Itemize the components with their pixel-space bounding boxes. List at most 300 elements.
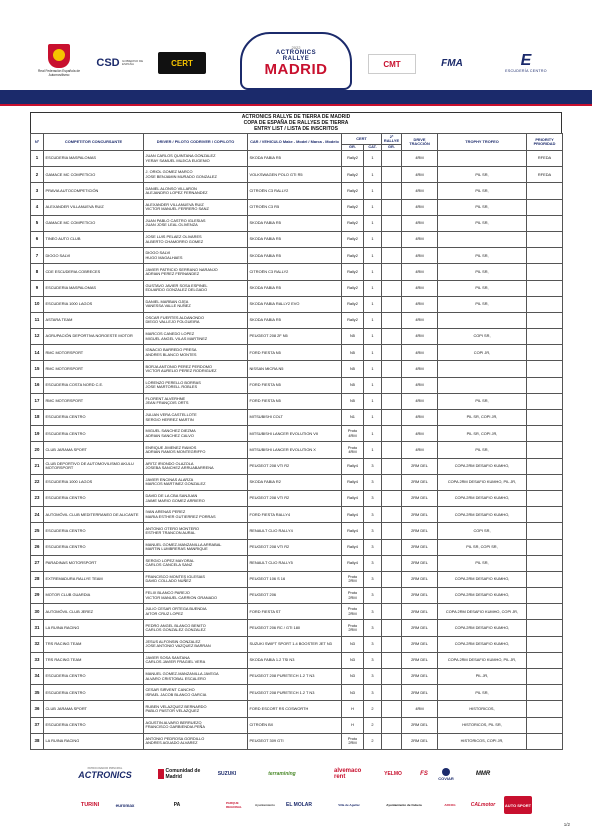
cell-drive: 4RM bbox=[402, 248, 438, 264]
cell-trophy: PIL SR, bbox=[438, 183, 527, 199]
cell-competitor: MOTOR CLUB GUARDIA bbox=[44, 588, 144, 604]
cell-drive: 4RM bbox=[402, 393, 438, 409]
cell-trophy: COPA 2RM DESAFIO KUMHO, PIL JR, bbox=[438, 652, 527, 668]
driver-name: DAVID DE LA CBA SANJUAN bbox=[145, 493, 198, 499]
cell-group: N5 bbox=[342, 393, 364, 409]
villa-logo: Villa de Agañar bbox=[338, 803, 360, 807]
codriver-name: YERAY SAMUEL MUJICA EUGENIO bbox=[145, 157, 210, 163]
cell-number: 8 bbox=[31, 264, 44, 280]
cell-competitor: ESCUDERIA CENTRO bbox=[44, 717, 144, 733]
cell-group: Rally4 bbox=[342, 523, 364, 539]
cell-number: 36 bbox=[31, 701, 44, 717]
cell-competitor: DIOGO SALVI bbox=[44, 248, 144, 264]
cell-drivers bbox=[144, 669, 248, 685]
table-row bbox=[31, 329, 563, 345]
driver-name: JUAN PABLO CASTRO IGLESIAS bbox=[145, 217, 206, 223]
cell-competitor: ESCUDERIA CENTRO bbox=[44, 426, 144, 442]
cell-trophy: COPA 2RM DESAFIO KUMHO, bbox=[438, 458, 527, 474]
table-row bbox=[31, 248, 563, 264]
codriver-name: ADRIAN SANCHEZ CALVO bbox=[145, 432, 194, 438]
cell-category: 3 bbox=[364, 490, 382, 506]
cell-competitor: LA RUINA RACING bbox=[44, 733, 144, 749]
cell-group-2 bbox=[382, 345, 402, 361]
cell-car: FORD FIESTA N5 bbox=[248, 377, 342, 393]
cell-priority bbox=[527, 717, 563, 733]
cell-group-2 bbox=[382, 652, 402, 668]
cell-car: SKODA FABIA R5 bbox=[248, 280, 342, 296]
parque-regional-logo: PARQUE REGIONAL bbox=[226, 801, 242, 809]
gobierno-logo: GOBIERNO DE ESPAÑA bbox=[122, 58, 144, 66]
cell-drive: 2RM DEL bbox=[402, 685, 438, 701]
table-row bbox=[31, 604, 563, 620]
cell-number: 24 bbox=[31, 507, 44, 523]
cell-number: 34 bbox=[31, 669, 44, 685]
cell-group-2 bbox=[382, 426, 402, 442]
cell-group-2 bbox=[382, 199, 402, 215]
cell-trophy: COPA 2RM DESAFIO KUMHO, bbox=[438, 571, 527, 587]
cell-competitor: CLUB JARAMA SPORT bbox=[44, 442, 144, 458]
csd-logo: CSD bbox=[96, 57, 120, 69]
cell-group-2 bbox=[382, 669, 402, 685]
driver-name: JAVIER ENCINAS ALARZA bbox=[145, 476, 194, 482]
cell-competitor: PRAVIA AUTOCOMPETICIÓN bbox=[44, 183, 144, 199]
codriver-name: AITOR CRUZ LOPEZ bbox=[145, 610, 184, 616]
cell-priority: RFEDA bbox=[527, 167, 563, 183]
cell-category: 2 bbox=[364, 717, 382, 733]
cell-trophy: PIL SR, bbox=[438, 393, 527, 409]
cell-trophy bbox=[438, 361, 527, 377]
main-logo-line1: ACTRONICS bbox=[275, 50, 317, 56]
driver-name: ANTONIO OTERO MONTERO bbox=[145, 525, 200, 531]
table-row bbox=[31, 215, 563, 231]
driver-name: JUAN CARLOS QUINTANA GONZALEZ bbox=[145, 153, 216, 159]
cell-group: N3 bbox=[342, 669, 364, 685]
driver-name: BORJA ANTONIO PEREZ PERDOMO bbox=[145, 363, 213, 369]
col-header-competitor: COMPETITOR CONCURSANTE bbox=[44, 134, 144, 151]
cell-car: CITROËN C3 R5 bbox=[248, 199, 342, 215]
driver-name: JULIO CESAR ORTEGA BUENDIA bbox=[145, 606, 207, 612]
cell-car: PEUGEOT 106 S 16 bbox=[248, 571, 342, 587]
cell-trophy: PIL SR, bbox=[438, 296, 527, 312]
cell-priority bbox=[527, 685, 563, 701]
cell-group: N1 bbox=[342, 410, 364, 426]
cell-drivers bbox=[144, 426, 248, 442]
cell-number: 5 bbox=[31, 215, 44, 231]
cell-category: 3 bbox=[364, 652, 382, 668]
cell-trophy: PIL SR, bbox=[438, 215, 527, 231]
table-row bbox=[31, 231, 563, 247]
cell-priority bbox=[527, 669, 563, 685]
cell-group: N3 bbox=[342, 652, 364, 668]
cell-priority bbox=[527, 248, 563, 264]
cell-drive: 4RM bbox=[402, 361, 438, 377]
cell-category: 1 bbox=[364, 345, 382, 361]
arcog-logo: ARCOG bbox=[444, 803, 456, 807]
driver-name: CESAR SIRVENT CANCHO bbox=[145, 687, 195, 693]
codriver-name: ADRIAN PEREZ FERNANDEZ bbox=[145, 270, 200, 276]
cell-drivers bbox=[144, 620, 248, 636]
rfeda-crest-icon bbox=[48, 44, 70, 68]
cell-drivers bbox=[144, 183, 248, 199]
yelmo-logo: YELMO bbox=[384, 771, 402, 777]
cell-group: N5 bbox=[342, 329, 364, 345]
cell-priority bbox=[527, 312, 563, 328]
cell-priority bbox=[527, 264, 563, 280]
cell-category: 3 bbox=[364, 685, 382, 701]
cell-priority bbox=[527, 555, 563, 571]
cell-drive: 4RM bbox=[402, 231, 438, 247]
cell-drive: 2RM DEL bbox=[402, 717, 438, 733]
header-banner bbox=[0, 0, 592, 108]
comunidad-madrid-text: Comunidad de Madrid bbox=[165, 768, 201, 780]
cell-competitor: ESCUDERIA CENTRO bbox=[44, 490, 144, 506]
cell-competitor: ALEXANDER VILLANUEVA RUIZ bbox=[44, 199, 144, 215]
title-line-3: ENTRY LIST / LISTA DE INSCRITOS bbox=[254, 126, 338, 132]
cell-drive: 4RM bbox=[402, 264, 438, 280]
cell-category: 1 bbox=[364, 183, 382, 199]
cell-drive: 4RM bbox=[402, 329, 438, 345]
coviar-mark-icon bbox=[442, 768, 450, 776]
cell-car: NISSAN MICRA N5 bbox=[248, 361, 342, 377]
cell-trophy bbox=[438, 231, 527, 247]
cell-number: 19 bbox=[31, 426, 44, 442]
cell-drive: 2RM DEL bbox=[402, 523, 438, 539]
cell-drivers bbox=[144, 555, 248, 571]
col-header-rallye2: 2ª RALLYE bbox=[382, 134, 402, 145]
cell-competitor: ESCUDERIA MASPALOMAS bbox=[44, 151, 144, 167]
cell-group: N5 bbox=[342, 377, 364, 393]
cell-priority bbox=[527, 231, 563, 247]
codriver-name: ALVARO CRISTOBAL ESCALERO bbox=[145, 675, 206, 681]
cell-drive: 4RM bbox=[402, 280, 438, 296]
rfeda-text: Real Federación Española de Automovilismo bbox=[38, 69, 80, 77]
cell-trophy: PIL SR, bbox=[438, 264, 527, 280]
cell-car: PEUGEOT 208 VTI R2 bbox=[248, 458, 342, 474]
cell-category: 1 bbox=[364, 264, 382, 280]
cell-drivers bbox=[144, 652, 248, 668]
cell-drivers bbox=[144, 588, 248, 604]
col-header-no: Nº bbox=[31, 134, 44, 151]
cell-competitor: ESCUDERIA 1000 LAGOS bbox=[44, 296, 144, 312]
cell-group: Rally2 bbox=[342, 231, 364, 247]
cell-drive: 4RM bbox=[402, 410, 438, 426]
cell-number: 15 bbox=[31, 361, 44, 377]
cell-drive: 2RM DEL bbox=[402, 458, 438, 474]
cell-drive: 2RM DEL bbox=[402, 604, 438, 620]
cell-group: N3 bbox=[342, 636, 364, 652]
codriver-name: ISRAEL JACOB BLANCO GARCIA bbox=[145, 691, 207, 697]
mmr-logo: MMR bbox=[475, 771, 491, 777]
driver-name: DANIEL ALONSO VILLARON bbox=[145, 185, 197, 191]
madrid-flag-icon bbox=[158, 769, 164, 779]
cell-car: RENAULT CLIO RALLY4 bbox=[248, 523, 342, 539]
entry-list-document bbox=[30, 112, 562, 750]
turini-logo: TURINI bbox=[80, 802, 100, 808]
cell-category: 3 bbox=[364, 588, 382, 604]
cell-drivers bbox=[144, 490, 248, 506]
cell-category: 3 bbox=[364, 539, 382, 555]
cell-drivers bbox=[144, 345, 248, 361]
cell-car: PEUGEOT 208 2F N5 bbox=[248, 329, 342, 345]
cell-drivers bbox=[144, 296, 248, 312]
table-row bbox=[31, 523, 563, 539]
cell-drivers bbox=[144, 474, 248, 490]
cell-group: Rally4 bbox=[342, 507, 364, 523]
actronics-sponsor-logo bbox=[70, 764, 140, 782]
cell-car: SKODA FABIA R2 bbox=[248, 474, 342, 490]
cell-trophy: PIL SR, bbox=[438, 167, 527, 183]
cell-drivers bbox=[144, 167, 248, 183]
cell-trophy bbox=[438, 312, 527, 328]
codriver-name: JAIME MARIO GOMEZ ARRIERO bbox=[145, 497, 205, 503]
codriver-name: HUGO MAGALHAES bbox=[145, 254, 183, 260]
cell-competitor: RMC MOTORSPORT bbox=[44, 345, 144, 361]
cell-competitor: ESCUDERIA CENTRO bbox=[44, 685, 144, 701]
cell-drive: 2RM DEL bbox=[402, 620, 438, 636]
fma-logo: FMA bbox=[441, 57, 463, 69]
cell-group: H bbox=[342, 717, 364, 733]
cell-group: Rally2 bbox=[342, 264, 364, 280]
cell-drive: 4RM bbox=[402, 151, 438, 167]
cell-group-2 bbox=[382, 571, 402, 587]
cell-drivers bbox=[144, 199, 248, 215]
table-row bbox=[31, 669, 563, 685]
cell-category: 1 bbox=[364, 296, 382, 312]
table-row bbox=[31, 345, 563, 361]
cell-priority bbox=[527, 215, 563, 231]
cell-category: 1 bbox=[364, 312, 382, 328]
cell-drivers bbox=[144, 539, 248, 555]
table-row bbox=[31, 571, 563, 587]
cell-priority bbox=[527, 296, 563, 312]
cell-drive: 4RM bbox=[402, 377, 438, 393]
cell-competitor: RMC MOTORSPORT bbox=[44, 361, 144, 377]
cell-category: 1 bbox=[364, 393, 382, 409]
table-row bbox=[31, 588, 563, 604]
cell-priority bbox=[527, 426, 563, 442]
ayuntamiento-logo: Ayuntamiento bbox=[255, 803, 275, 807]
driver-name: PEDRO ANGEL BLANCO BENITO bbox=[145, 622, 206, 628]
cell-drive: 2RM DEL bbox=[402, 555, 438, 571]
cell-car: FORD ESCORT RS COSWORTH bbox=[248, 701, 342, 717]
cell-drive: 2RM DEL bbox=[402, 669, 438, 685]
cell-trophy: COPI JR, bbox=[438, 345, 527, 361]
cell-competitor: GAMACE MC COMPETICIO bbox=[44, 215, 144, 231]
suzuki-logo: SUZUKI bbox=[217, 771, 237, 777]
ec-mark: E bbox=[520, 52, 532, 69]
cell-competitor: PARADINAS MOTORSPORT bbox=[44, 555, 144, 571]
cell-trophy: PIL SR, bbox=[438, 280, 527, 296]
driver-name: DANIEL MARBAN OJEA bbox=[145, 298, 189, 304]
cell-number: 31 bbox=[31, 620, 44, 636]
cell-drivers bbox=[144, 361, 248, 377]
cell-group: Rally2 bbox=[342, 167, 364, 183]
cell-drive: 4RM bbox=[402, 296, 438, 312]
cell-group-2 bbox=[382, 442, 402, 458]
cell-trophy: HISTORICOS, COPI JR, bbox=[438, 733, 527, 749]
cell-number: 22 bbox=[31, 474, 44, 490]
cell-car: PEUGEOT 309 GTI bbox=[248, 733, 342, 749]
cell-category: 3 bbox=[364, 571, 382, 587]
table-row bbox=[31, 361, 563, 377]
driver-name: ANTONIO PEDROSA GORDILLO bbox=[145, 735, 205, 741]
cell-category: 1 bbox=[364, 329, 382, 345]
cell-category: 1 bbox=[364, 167, 382, 183]
codriver-name: JEAN FRANÇOIS ORTS bbox=[145, 400, 189, 406]
cell-trophy: COPA 2RM DESAFIO KUMHO, bbox=[438, 620, 527, 636]
cell-group: Rally2 bbox=[342, 199, 364, 215]
cell-number: 38 bbox=[31, 733, 44, 749]
rallye-madrid-logo bbox=[240, 32, 352, 90]
calmotor-logo: CALmotor bbox=[470, 802, 496, 808]
cell-car: SUZUKI SWIFT SPORT 1.4 BOOSTER JET N3 bbox=[248, 636, 342, 652]
cell-drive: 2RM DEL bbox=[402, 733, 438, 749]
cell-drive: 2RM DEL bbox=[402, 507, 438, 523]
cell-group-2 bbox=[382, 377, 402, 393]
driver-name: MARCOS CANEDO LOPEZ bbox=[145, 331, 195, 337]
cell-number: 4 bbox=[31, 199, 44, 215]
table-row bbox=[31, 296, 563, 312]
driver-name: JULIAN VERA CASTELLOTE bbox=[145, 412, 197, 418]
cell-priority bbox=[527, 410, 563, 426]
cell-trophy bbox=[438, 377, 527, 393]
cell-number: 33 bbox=[31, 652, 44, 668]
codriver-name: MIGUEL ANGEL VILAS MARTINEZ bbox=[145, 335, 208, 341]
cell-drivers bbox=[144, 151, 248, 167]
cell-drive: 4RM bbox=[402, 167, 438, 183]
cell-group: Proto 2RM bbox=[342, 620, 364, 636]
cell-priority bbox=[527, 183, 563, 199]
cell-category: 1 bbox=[364, 231, 382, 247]
cell-car: CITROËN C3 RALLY2 bbox=[248, 264, 342, 280]
table-row bbox=[31, 539, 563, 555]
cell-competitor: ESCUDERIA CENTRO bbox=[44, 523, 144, 539]
cell-category: 3 bbox=[364, 620, 382, 636]
cell-number: 23 bbox=[31, 490, 44, 506]
cell-trophy: PIL JR, bbox=[438, 669, 527, 685]
cell-car: SKODA FABIA R5 bbox=[248, 215, 342, 231]
cell-trophy: PIL SR, COPI SR, bbox=[438, 539, 527, 555]
cell-drivers bbox=[144, 571, 248, 587]
cmt-logo: CMT bbox=[368, 54, 416, 74]
header-navy-bar bbox=[0, 90, 592, 104]
cell-group: N5 bbox=[342, 345, 364, 361]
cell-competitor: CLUB JARAMA SPORT bbox=[44, 701, 144, 717]
cell-drive: 4RM bbox=[402, 215, 438, 231]
cell-car: SKODA FABIA R5 bbox=[248, 231, 342, 247]
table-row bbox=[31, 458, 563, 474]
cell-competitor: ASTARA TEAM bbox=[44, 312, 144, 328]
cell-drive: 4RM bbox=[402, 701, 438, 717]
actronics-sponsor-caption: PATROCINADOR PRINCIPAL bbox=[87, 766, 123, 770]
cell-trophy: COPA 2RM DESAFIO KUMHO, PIL JR, bbox=[438, 474, 527, 490]
codriver-name: VANESSA VALLE NUÑEZ bbox=[145, 303, 191, 309]
cell-trophy: PIL SR, bbox=[438, 555, 527, 571]
cell-drivers bbox=[144, 442, 248, 458]
cell-group-2 bbox=[382, 280, 402, 296]
cell-drivers bbox=[144, 410, 248, 426]
cell-car: FORD FIESTA RALLY4 bbox=[248, 507, 342, 523]
cell-car: PEUGEOT 208 PURETECH 1.2 T N3 bbox=[248, 685, 342, 701]
cell-drivers bbox=[144, 377, 248, 393]
cell-category: 3 bbox=[364, 507, 382, 523]
table-row bbox=[31, 717, 563, 733]
cell-category: 2 bbox=[364, 733, 382, 749]
driver-name: GUSTAVO JAVIER SOSA ESPINEL bbox=[145, 282, 208, 288]
cell-group-2 bbox=[382, 151, 402, 167]
cell-category: 1 bbox=[364, 280, 382, 296]
fs-logo: FS bbox=[420, 771, 428, 777]
cell-priority bbox=[527, 701, 563, 717]
cell-drivers bbox=[144, 215, 248, 231]
cell-priority bbox=[527, 345, 563, 361]
driver-name: JESUS ALFONSIN GONZALEZ bbox=[145, 638, 201, 644]
codriver-name: CARLOS GONZALEZ GONZALEZ bbox=[145, 627, 206, 633]
cell-drivers bbox=[144, 393, 248, 409]
cell-drive: 4RM bbox=[402, 199, 438, 215]
cell-drive: 2RM DEL bbox=[402, 474, 438, 490]
cell-drivers bbox=[144, 312, 248, 328]
cell-group-2 bbox=[382, 701, 402, 717]
cell-group-2 bbox=[382, 717, 402, 733]
table-row bbox=[31, 377, 563, 393]
cell-car: PEUGEOT 208 VTI R2 bbox=[248, 539, 342, 555]
cell-trophy: COPA 2RM DESAFIO KUMHO, COPI JR, bbox=[438, 604, 527, 620]
cell-group-2 bbox=[382, 312, 402, 328]
escuderia-centro-logo bbox=[496, 50, 556, 76]
cell-number: 1 bbox=[31, 151, 44, 167]
cell-competitor: AUTOMÓVIL CLUB JEREZ bbox=[44, 604, 144, 620]
cell-trophy: PIL SR, bbox=[438, 442, 527, 458]
cell-priority: RFEDA bbox=[527, 151, 563, 167]
cell-group: Rally4 bbox=[342, 474, 364, 490]
cell-priority bbox=[527, 636, 563, 652]
col-header-cert: CERT bbox=[342, 134, 382, 145]
cell-competitor: ESCUDERIA COSTA NORD C.E. bbox=[44, 377, 144, 393]
codriver-name: EDUARDO GONZALEZ DELGADO bbox=[145, 287, 208, 293]
codriver-name: CARLOS JAVIER FRAGIEL VERA bbox=[145, 659, 206, 665]
cell-number: 30 bbox=[31, 604, 44, 620]
cell-trophy: COPI SR, bbox=[438, 523, 527, 539]
cell-competitor: EXTREMADURA RALLYE TEAM bbox=[44, 571, 144, 587]
cell-group: Rally2 bbox=[342, 296, 364, 312]
driver-name: FRANCISCO MONTES IGLESIAS bbox=[145, 574, 205, 580]
cell-car: CITROËN BX bbox=[248, 717, 342, 733]
codriver-name: SERGIO HERREZ MARTIN bbox=[145, 416, 194, 422]
cell-drivers bbox=[144, 458, 248, 474]
cell-trophy: PIL SR, bbox=[438, 685, 527, 701]
cell-car: SKODA FABIA 1.2 TSI N3 bbox=[248, 652, 342, 668]
page-number: 1/2 bbox=[563, 822, 570, 827]
cell-group: Rally4 bbox=[342, 555, 364, 571]
cell-number: 9 bbox=[31, 280, 44, 296]
driver-name: J. ORIOL GOMEZ MARCO bbox=[145, 169, 193, 175]
cell-priority bbox=[527, 377, 563, 393]
cell-group-2 bbox=[382, 296, 402, 312]
col-header-drive: DRIVE TRACCIÓN bbox=[402, 134, 438, 151]
codriver-name: DIEGO VALLEJO FOLGUEIRA bbox=[145, 319, 200, 325]
cell-drive: 2RM DEL bbox=[402, 636, 438, 652]
cell-competitor: ESCUDERIA CENTRO bbox=[44, 669, 144, 685]
cell-group: Proto 2RM bbox=[342, 733, 364, 749]
cell-drivers bbox=[144, 264, 248, 280]
cell-number: 14 bbox=[31, 345, 44, 361]
cell-trophy bbox=[438, 151, 527, 167]
title-line-1: ACTRONICS RALLYE DE TIERRA DE MADRID bbox=[241, 114, 351, 120]
cell-drivers bbox=[144, 636, 248, 652]
cell-category: 3 bbox=[364, 636, 382, 652]
coviar-logo bbox=[434, 764, 458, 784]
